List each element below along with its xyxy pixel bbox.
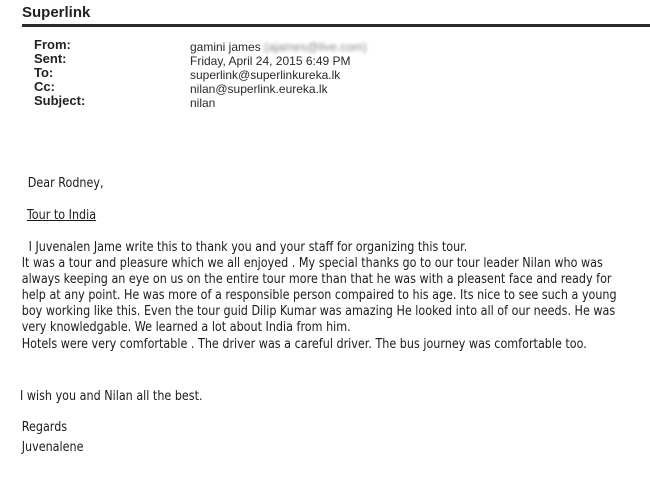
brand-title: Superlink	[22, 4, 91, 21]
sent-field: Friday, April 24, 2015 6:49 PM	[190, 54, 351, 68]
cc-label: Cc:	[34, 79, 55, 94]
from-label: From:	[34, 37, 71, 52]
letter-line: It was a tour and pleasure which we all enjoyed . My special thanks go to our tour leader Nilan who was	[21, 256, 603, 272]
to-label: To:	[34, 65, 54, 80]
closing-wish: I wish you and Nilan all the best.	[20, 389, 203, 404]
letter-line: I Juvenalen Jame write this to thank you and your staff for organizing this tour.	[28, 240, 468, 255]
sent-label: Sent:	[34, 51, 67, 66]
header-divider	[22, 24, 650, 27]
cc-field: nilan@superlink.eureka.lk	[190, 82, 328, 96]
signature: Juvenalene	[21, 440, 84, 455]
subject-field: nilan	[190, 96, 216, 110]
to-field: superlink@superlinkureka.lk	[190, 68, 341, 82]
from-field	[190, 40, 367, 54]
letter-title: Tour to India	[26, 208, 97, 223]
letter-line: help at any point. He was more of a responsible person compaired to his age. Its nice to see such a young	[21, 288, 617, 304]
from-email-redacted: (ajames@live.com)	[264, 40, 367, 54]
letter-line: very knowledgable. We learned a lot about India from him.	[21, 320, 351, 336]
letter-paragraph	[22, 240, 646, 353]
from-name: gamini james	[190, 40, 261, 54]
header-labels	[34, 38, 85, 108]
letter-line: always keeping an eye on us on the entire tour more than that he was with a pleasent face and ready for	[21, 272, 612, 288]
header-values	[190, 40, 367, 110]
greeting: Dear Rodney,	[27, 176, 104, 191]
subject-label: Subject:	[34, 93, 86, 108]
letter-line: Hotels were very comfortable . The driver was a careful driver. The bus journey was comfortable too.	[21, 336, 587, 352]
closing: Regards	[21, 420, 68, 435]
letter-line: boy working like this. Even the tour guid Dilip Kumar was amazing He looked into all of our needs. He was	[21, 304, 616, 320]
